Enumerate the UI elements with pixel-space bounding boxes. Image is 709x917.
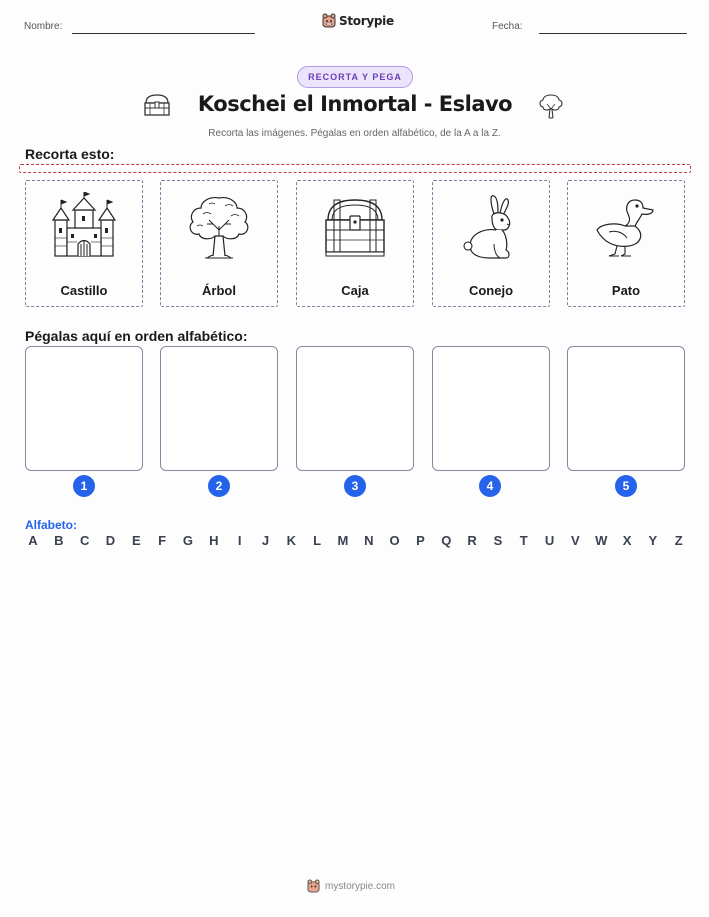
tree-icon xyxy=(185,192,253,262)
paste-slot-3[interactable] xyxy=(296,346,414,471)
slot-number-4: 4 xyxy=(479,475,501,497)
brand-name: Storypie xyxy=(339,13,394,28)
alphabet-letter: G xyxy=(182,533,194,548)
alphabet-letter: X xyxy=(622,533,632,548)
alphabet-letter: Z xyxy=(674,533,683,548)
name-label: Nombre: xyxy=(24,21,63,32)
duck-icon xyxy=(595,196,657,258)
cut-card-box[interactable] xyxy=(296,180,414,307)
alphabet-letter: P xyxy=(416,533,425,548)
paste-slot-5[interactable] xyxy=(567,346,685,471)
cut-heading: Recorta esto: xyxy=(25,146,115,162)
alphabet-letter: F xyxy=(158,533,167,548)
alphabet-letter: C xyxy=(79,533,90,548)
cut-card-rabbit[interactable] xyxy=(432,180,550,307)
card-label: Castillo xyxy=(60,283,108,298)
alphabet-letter: M xyxy=(337,533,349,548)
alphabet-letter: V xyxy=(571,533,580,548)
alphabet-letter: Q xyxy=(441,533,452,548)
cut-card-duck[interactable] xyxy=(567,180,685,307)
page-title: Koschei el Inmortal - Eslavo xyxy=(197,92,513,116)
date-label: Fecha: xyxy=(492,21,523,32)
alphabet-letter: E xyxy=(131,533,141,548)
alphabet-row xyxy=(25,533,687,548)
alphabet-letter: O xyxy=(389,533,400,548)
alphabet-letter: L xyxy=(313,533,322,548)
name-line[interactable] xyxy=(72,33,255,34)
alphabet-letter: K xyxy=(286,533,296,548)
alphabet-letter: R xyxy=(467,533,477,548)
alphabet-letter: A xyxy=(28,533,38,548)
slot-number-3: 3 xyxy=(344,475,366,497)
cut-card-castle[interactable] xyxy=(25,180,143,307)
castle-icon xyxy=(49,192,119,262)
alphabet-letter: U xyxy=(544,533,555,548)
alphabet-letter: I xyxy=(237,533,242,548)
paste-slot-2[interactable] xyxy=(160,346,278,471)
alphabet-letter: H xyxy=(209,533,219,548)
slot-number-1: 1 xyxy=(73,475,95,497)
paste-heading: Pégalas aquí en orden alfabético: xyxy=(25,328,248,344)
date-line[interactable] xyxy=(539,33,687,34)
alphabet-letter: W xyxy=(595,533,608,548)
slot-number-2: 2 xyxy=(208,475,230,497)
alphabet-letter: S xyxy=(493,533,503,548)
alphabet-letter: N xyxy=(364,533,374,548)
brand-logo xyxy=(322,13,394,28)
card-label: Conejo xyxy=(468,283,514,298)
alphabet-letter: J xyxy=(261,533,270,548)
storypie-mascot-icon xyxy=(322,13,336,28)
paste-slot-4[interactable] xyxy=(432,346,550,471)
alphabet-letter: Y xyxy=(648,533,658,548)
paste-slot-1[interactable] xyxy=(25,346,143,471)
cut-card-tree[interactable] xyxy=(160,180,278,307)
card-label: Caja xyxy=(341,283,369,298)
slot-number-5: 5 xyxy=(615,475,637,497)
instructions: Recorta las imágenes. Pégalas en orden alfabético, de la A a la Z. xyxy=(208,128,501,139)
rabbit-icon xyxy=(460,194,522,260)
storypie-mascot-icon xyxy=(307,879,320,893)
alphabet-letter: B xyxy=(54,533,64,548)
footer-url[interactable]: mystorypie.com xyxy=(325,880,396,892)
activity-badge: RECORTA Y PEGA xyxy=(297,66,413,88)
treasure-chest-icon xyxy=(143,93,171,117)
card-label: Pato xyxy=(611,283,641,298)
card-label: Árbol xyxy=(202,283,236,298)
alphabet-heading: Alfabeto: xyxy=(25,518,77,532)
treasure-chest-icon xyxy=(322,196,388,258)
tree-icon xyxy=(537,92,565,120)
alphabet-letter: D xyxy=(105,533,116,548)
alphabet-letter: T xyxy=(519,533,528,548)
cut-line xyxy=(19,164,691,173)
footer xyxy=(307,879,395,893)
